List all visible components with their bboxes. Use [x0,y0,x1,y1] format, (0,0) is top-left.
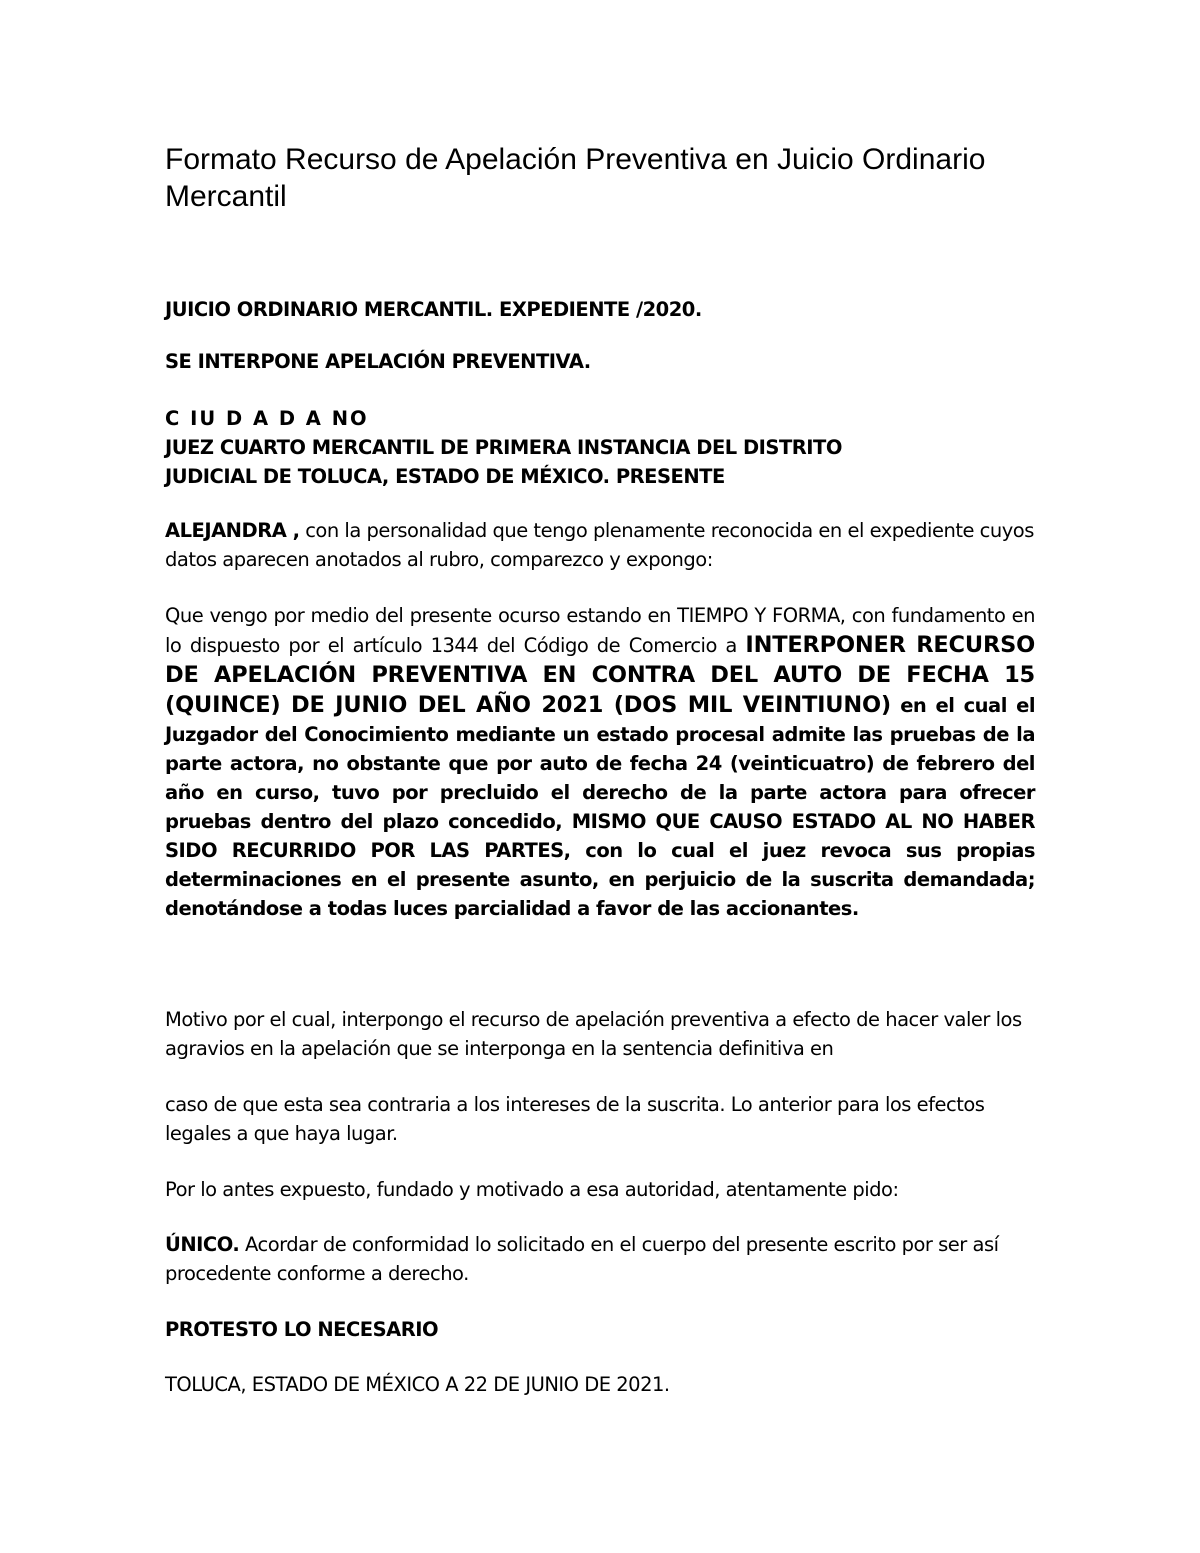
closing-formula: PROTESTO LO NECESARIO [165,1318,439,1341]
main-paragraph [165,601,1035,923]
continuation-paragraph: caso de que esta sea contraria a los intereses de la suscrita. Lo anterior para los efectos legales a que haya lugar. [165,1093,985,1145]
motive-paragraph: Motivo por el cual, interpongo el recurso de apelación preventiva a efecto de hacer valer los agravios en la apelación que se interponga en la sentencia definitiva en [165,1008,1022,1060]
request-paragraph: Por lo antes expuesto, fundado y motivado a esa autoridad, atentamente pido: [165,1178,899,1201]
petition-paragraph [165,1230,1035,1288]
main-paragraph-intro: Que vengo por medio del presente ocurso estando en TIEMPO Y FORMA, con fundamento en lo dispuesto por el artículo 1344 del Código de Comercio a [165,604,1035,657]
place-date: TOLUCA, ESTADO DE MÉXICO A 22 DE JUNIO DE 2021. [165,1373,670,1396]
intro-text: con la personalidad que tengo plenamente reconocida en el expediente cuyos datos aparecen anotados al rubro, comparezco y expongo: [165,519,1034,571]
appeal-header: SE INTERPONE APELACIÓN PREVENTIVA. [165,350,591,373]
document-title: Formato Recurso de Apelación Preventiva en Juicio Ordinario Mercantil [165,143,986,213]
main-paragraph-bold: en el cual el Juzgador del Conocimiento mediante un estado procesal admite las pruebas de la parte actora, no obstante que por auto de fecha 24 (veinticuatro) de febrero del año en curso, tuvo por precluido el derecho de la parte actora para ofrecer pruebas dentro del plazo concedido, MISMO QUE CAUSO ESTADO AL NO HABER SIDO RECURRIDO POR LAS PARTES, con lo cual el juez revoca sus propias determinaciones en el presente asunto, en perjuicio de la suscrita demandada; denotándose a todas luces parcialidad a favor de las accionantes. [165,694,1036,920]
addressee-block [165,404,1035,491]
main-paragraph-emphasis: INTERPONER RECURSO DE APELACIÓN PREVENTIVA EN CONTRA DEL AUTO DE FECHA 15 (QUINCE) DE JUNIO DEL AÑO 2021 (DOS MIL VEINTIUNO) [165,632,1035,718]
intro-paragraph [165,516,1035,574]
addressee-title: C IU D A D A NO [165,407,369,430]
case-header: JUICIO ORDINARIO MERCANTIL. EXPEDIENTE /2020. [165,298,702,321]
petition-label: ÚNICO. [165,1233,240,1256]
petition-text: Acordar de conformidad lo solicitado en el cuerpo del presente escrito por ser así procedente conforme a derecho. [165,1233,999,1285]
party-name: ALEJANDRA , [165,519,300,542]
addressee-judge: JUEZ CUARTO MERCANTIL DE PRIMERA INSTANCIA DEL DISTRITO [165,436,842,459]
addressee-district: JUDICIAL DE TOLUCA, ESTADO DE MÉXICO. PRESENTE [165,465,725,488]
